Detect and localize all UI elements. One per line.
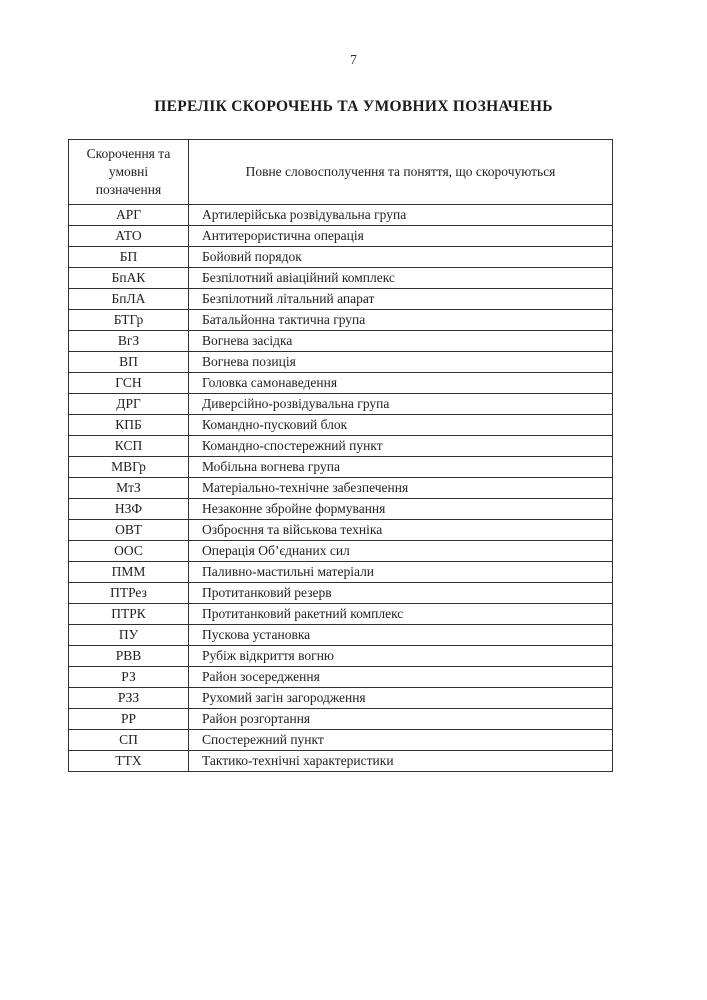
full-phrase-cell: Вогнева засідка <box>189 331 613 352</box>
abbreviation-cell: ПУ <box>69 625 189 646</box>
header-full-phrase-column: Повне словосполучення та поняття, що скорочуються <box>189 140 613 205</box>
table-row <box>69 667 613 688</box>
abbreviation-cell: ТТХ <box>69 751 189 772</box>
abbreviation-cell: ДРГ <box>69 394 189 415</box>
abbreviation-cell: СП <box>69 730 189 751</box>
full-phrase-cell: Спостережний пункт <box>189 730 613 751</box>
table-row <box>69 730 613 751</box>
abbreviation-cell: БпАК <box>69 268 189 289</box>
full-phrase-cell: Безпілотний літальний апарат <box>189 289 613 310</box>
table-row <box>69 751 613 772</box>
table-row <box>69 520 613 541</box>
header-abbreviation-column: Скорочення та умовні позначення <box>69 140 189 205</box>
table-row <box>69 709 613 730</box>
abbreviations-table-body <box>69 205 613 772</box>
full-phrase-cell: Район розгортання <box>189 709 613 730</box>
abbreviation-cell: ГСН <box>69 373 189 394</box>
full-phrase-cell: Антитерористична операція <box>189 226 613 247</box>
full-phrase-cell: Вогнева позиція <box>189 352 613 373</box>
table-row <box>69 268 613 289</box>
table-row <box>69 583 613 604</box>
abbreviation-cell: БП <box>69 247 189 268</box>
table-row <box>69 352 613 373</box>
abbreviation-cell: АТО <box>69 226 189 247</box>
full-phrase-cell: Батальйонна тактична група <box>189 310 613 331</box>
full-phrase-cell: Протитанковий ракетний комплекс <box>189 604 613 625</box>
table-row <box>69 415 613 436</box>
abbreviation-cell: ВгЗ <box>69 331 189 352</box>
table-row <box>69 310 613 331</box>
table-row <box>69 226 613 247</box>
abbreviation-cell: ВП <box>69 352 189 373</box>
abbreviation-cell: РЗ <box>69 667 189 688</box>
table-row <box>69 646 613 667</box>
abbreviations-table <box>68 139 613 772</box>
table-row <box>69 499 613 520</box>
abbreviation-cell: РР <box>69 709 189 730</box>
abbreviation-cell: МВГр <box>69 457 189 478</box>
abbreviation-cell: РВВ <box>69 646 189 667</box>
full-phrase-cell: Матеріально-технічне забезпечення <box>189 478 613 499</box>
full-phrase-cell: Протитанковий резерв <box>189 583 613 604</box>
abbreviation-cell: ПТРез <box>69 583 189 604</box>
full-phrase-cell: Пускова установка <box>189 625 613 646</box>
abbreviation-cell: АРГ <box>69 205 189 226</box>
abbreviation-cell: ПММ <box>69 562 189 583</box>
table-row <box>69 247 613 268</box>
full-phrase-cell: Мобільна вогнева група <box>189 457 613 478</box>
table-row <box>69 289 613 310</box>
header-row <box>69 140 613 205</box>
full-phrase-cell: Диверсійно-розвідувальна група <box>189 394 613 415</box>
abbreviation-cell: БТГр <box>69 310 189 331</box>
full-phrase-cell: Командно-пусковий блок <box>189 415 613 436</box>
abbreviation-cell: РЗЗ <box>69 688 189 709</box>
table-row <box>69 205 613 226</box>
full-phrase-cell: Рухомий загін загородження <box>189 688 613 709</box>
abbreviation-cell: КСП <box>69 436 189 457</box>
table-row <box>69 562 613 583</box>
abbreviation-cell: ПТРК <box>69 604 189 625</box>
page-number: 7 <box>350 52 357 67</box>
abbreviation-cell: МтЗ <box>69 478 189 499</box>
table-row <box>69 604 613 625</box>
abbreviation-cell: КПБ <box>69 415 189 436</box>
full-phrase-cell: Рубіж відкриття вогню <box>189 646 613 667</box>
table-row <box>69 541 613 562</box>
full-phrase-cell: Паливно-мастильні матеріали <box>189 562 613 583</box>
full-phrase-cell: Операція Об’єднаних сил <box>189 541 613 562</box>
full-phrase-cell: Район зосередження <box>189 667 613 688</box>
full-phrase-cell: Озброєння та військова техніка <box>189 520 613 541</box>
full-phrase-cell: Командно-спостережний пункт <box>189 436 613 457</box>
table-row <box>69 478 613 499</box>
table-row <box>69 436 613 457</box>
table-row <box>69 457 613 478</box>
table-row <box>69 373 613 394</box>
abbreviations-table-header <box>69 140 613 205</box>
table-row <box>69 625 613 646</box>
abbreviation-cell: НЗФ <box>69 499 189 520</box>
table-row <box>69 331 613 352</box>
full-phrase-cell: Тактико-технічні характеристики <box>189 751 613 772</box>
abbreviation-cell: ООС <box>69 541 189 562</box>
page-title: ПЕРЕЛІК СКОРОЧЕНЬ ТА УМОВНИХ ПОЗНАЧЕНЬ <box>154 98 553 115</box>
full-phrase-cell: Головка самонаведення <box>189 373 613 394</box>
abbreviation-cell: ОВТ <box>69 520 189 541</box>
table-row <box>69 688 613 709</box>
full-phrase-cell: Незаконне збройне формування <box>189 499 613 520</box>
full-phrase-cell: Бойовий порядок <box>189 247 613 268</box>
table-row <box>69 394 613 415</box>
abbreviation-cell: БпЛА <box>69 289 189 310</box>
full-phrase-cell: Безпілотний авіаційний комплекс <box>189 268 613 289</box>
full-phrase-cell: Артилерійська розвідувальна група <box>189 205 613 226</box>
